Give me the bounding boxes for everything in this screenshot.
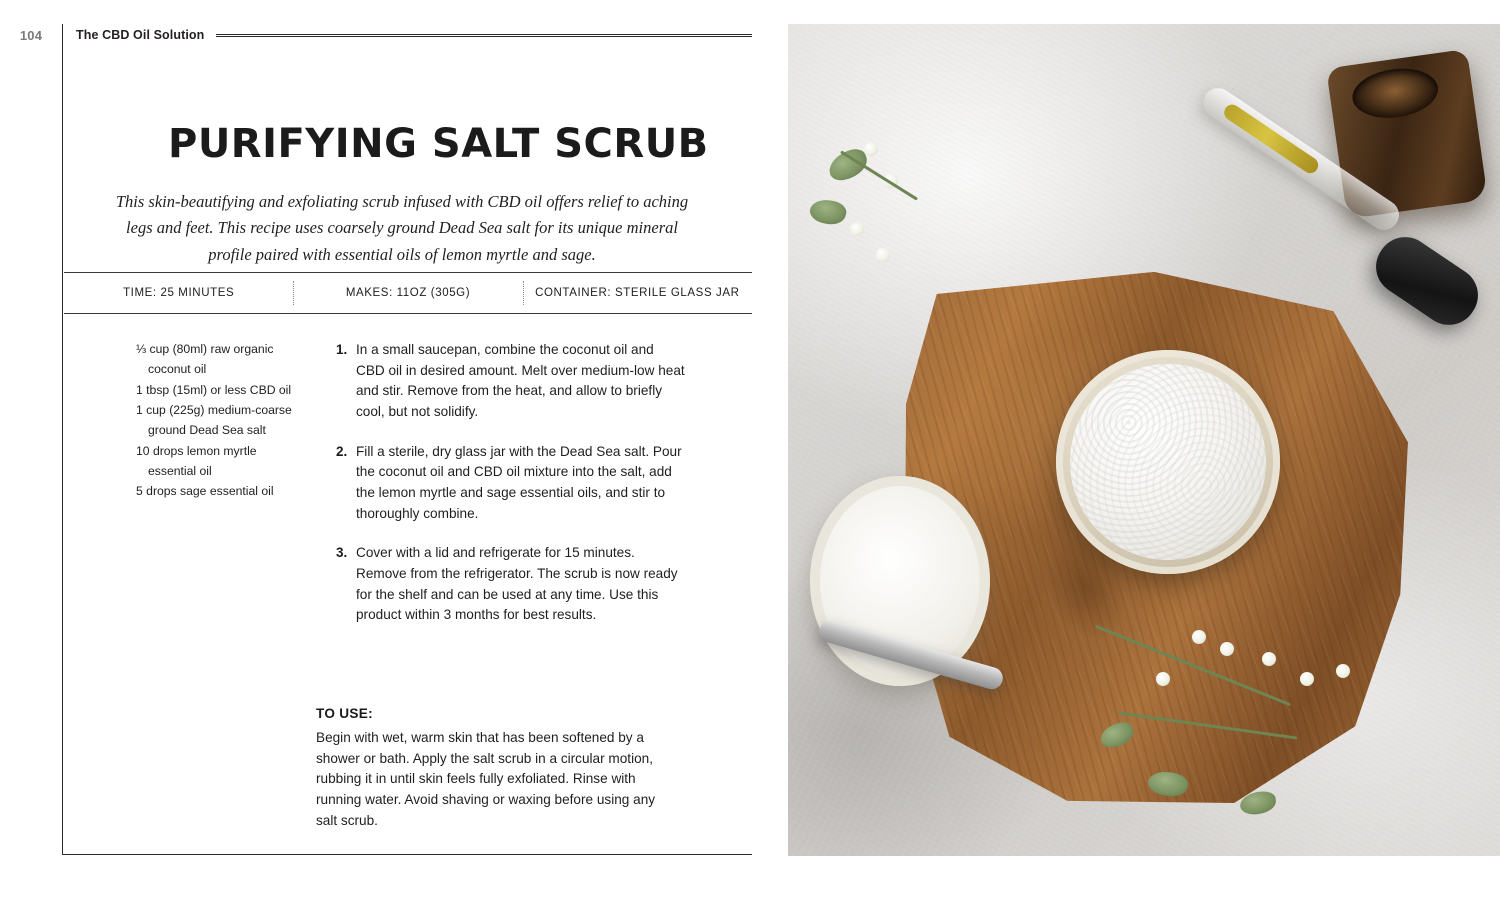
to-use-heading: TO USE:: [316, 706, 373, 721]
herb-flower: [1300, 672, 1314, 686]
list-item: [336, 340, 686, 423]
herb-flower: [1262, 652, 1276, 666]
list-item: [336, 543, 686, 626]
bottom-rule: [62, 854, 752, 855]
recipe-title: PURIFYING SALT SCRUB: [168, 120, 709, 167]
salt-scrub: [1070, 364, 1266, 560]
to-use-body: Begin with wet, warm skin that has been softened by a shower or bath. Apply the salt scrub in a circular motion, rubbing it in until skin feels fully exfoliated. Rinse with running water. Avoid shaving or waxing before using any salt scrub.: [316, 730, 656, 828]
vertical-rule: [62, 24, 63, 855]
herb-flower: [1220, 642, 1234, 656]
ingredient-line: 1 tbsp (15ml) or less CBD oil: [136, 382, 292, 397]
meta-time: TIME: 25 MINUTES: [123, 287, 235, 299]
meta-container: CONTAINER: STERILE GLASS JAR: [523, 273, 752, 313]
running-head: [0, 24, 752, 46]
ingredient-line: 5 drops sage essential oil: [136, 484, 274, 499]
meta-makes: MAKES: 11OZ (305G): [293, 273, 522, 313]
herb-flower: [876, 248, 890, 262]
herb-flower: [864, 142, 878, 156]
list-item: [336, 442, 686, 525]
recipe-meta-bar: [64, 272, 752, 314]
ingredient-line-cont: essential oil: [148, 463, 212, 478]
step-number: 2.: [336, 443, 348, 459]
bottle-mouth: [1349, 63, 1441, 123]
salt-scrub-jar: [1056, 350, 1280, 574]
recipe-photo: [788, 24, 1500, 856]
ingredient-line: 1 cup (225g) medium-coarse: [136, 403, 292, 418]
step-text: Cover with a lid and refrigerate for 15 minutes. Remove from the refrigerator. The scrub is now ready for the shelf and can be used at any time. Use this product within 3 months for best results.: [356, 545, 678, 623]
steps-list: [336, 340, 686, 645]
ingredients-list: [136, 340, 296, 645]
herb-flower: [850, 222, 864, 236]
herb-flower: [1156, 672, 1170, 686]
list-item: [136, 340, 296, 380]
step-text: In a small saucepan, combine the coconut oil and CBD oil in desired amount. Melt over medium-low heat and stir. Remove from the heat, and allow to briefly cool, but not solidify.: [356, 342, 685, 419]
recipe-intro: This skin-beautifying and exfoliating scrub infused with CBD oil offers relief to aching legs and feet. This recipe uses coarsely ground Dead Sea salt for its unique mineral profile paired with essential oils of lemon myrtle and sage.: [115, 191, 689, 264]
list-item: [136, 442, 296, 482]
ingredient-line: 10 drops lemon myrtle: [136, 443, 257, 458]
ingredient-line-cont: ground Dead Sea salt: [148, 423, 266, 438]
to-use-section: [316, 706, 666, 831]
step-number: 3.: [336, 545, 348, 561]
list-item: [136, 401, 296, 441]
running-head-rule: [216, 34, 752, 37]
page-number: 104: [19, 27, 43, 43]
right-page: [752, 0, 1500, 897]
herb-flower: [1192, 630, 1206, 644]
step-number: 1.: [336, 342, 348, 357]
list-item: [136, 381, 296, 401]
herb-flower: [1336, 664, 1350, 678]
step-text: Fill a sterile, dry glass jar with the Dead Sea salt. Pour the coconut oil and CBD oil mixture into the salt, add the lemon myrtle and sage essential oils, and stir to thoroughly combine.: [356, 443, 682, 521]
list-item: [136, 482, 296, 502]
book-title: The CBD Oil Solution: [76, 28, 205, 42]
recipe-body: [136, 340, 702, 645]
ingredient-line-cont: coconut oil: [148, 361, 207, 376]
ingredient-line: ⅓ cup (80ml) raw organic: [136, 342, 274, 356]
